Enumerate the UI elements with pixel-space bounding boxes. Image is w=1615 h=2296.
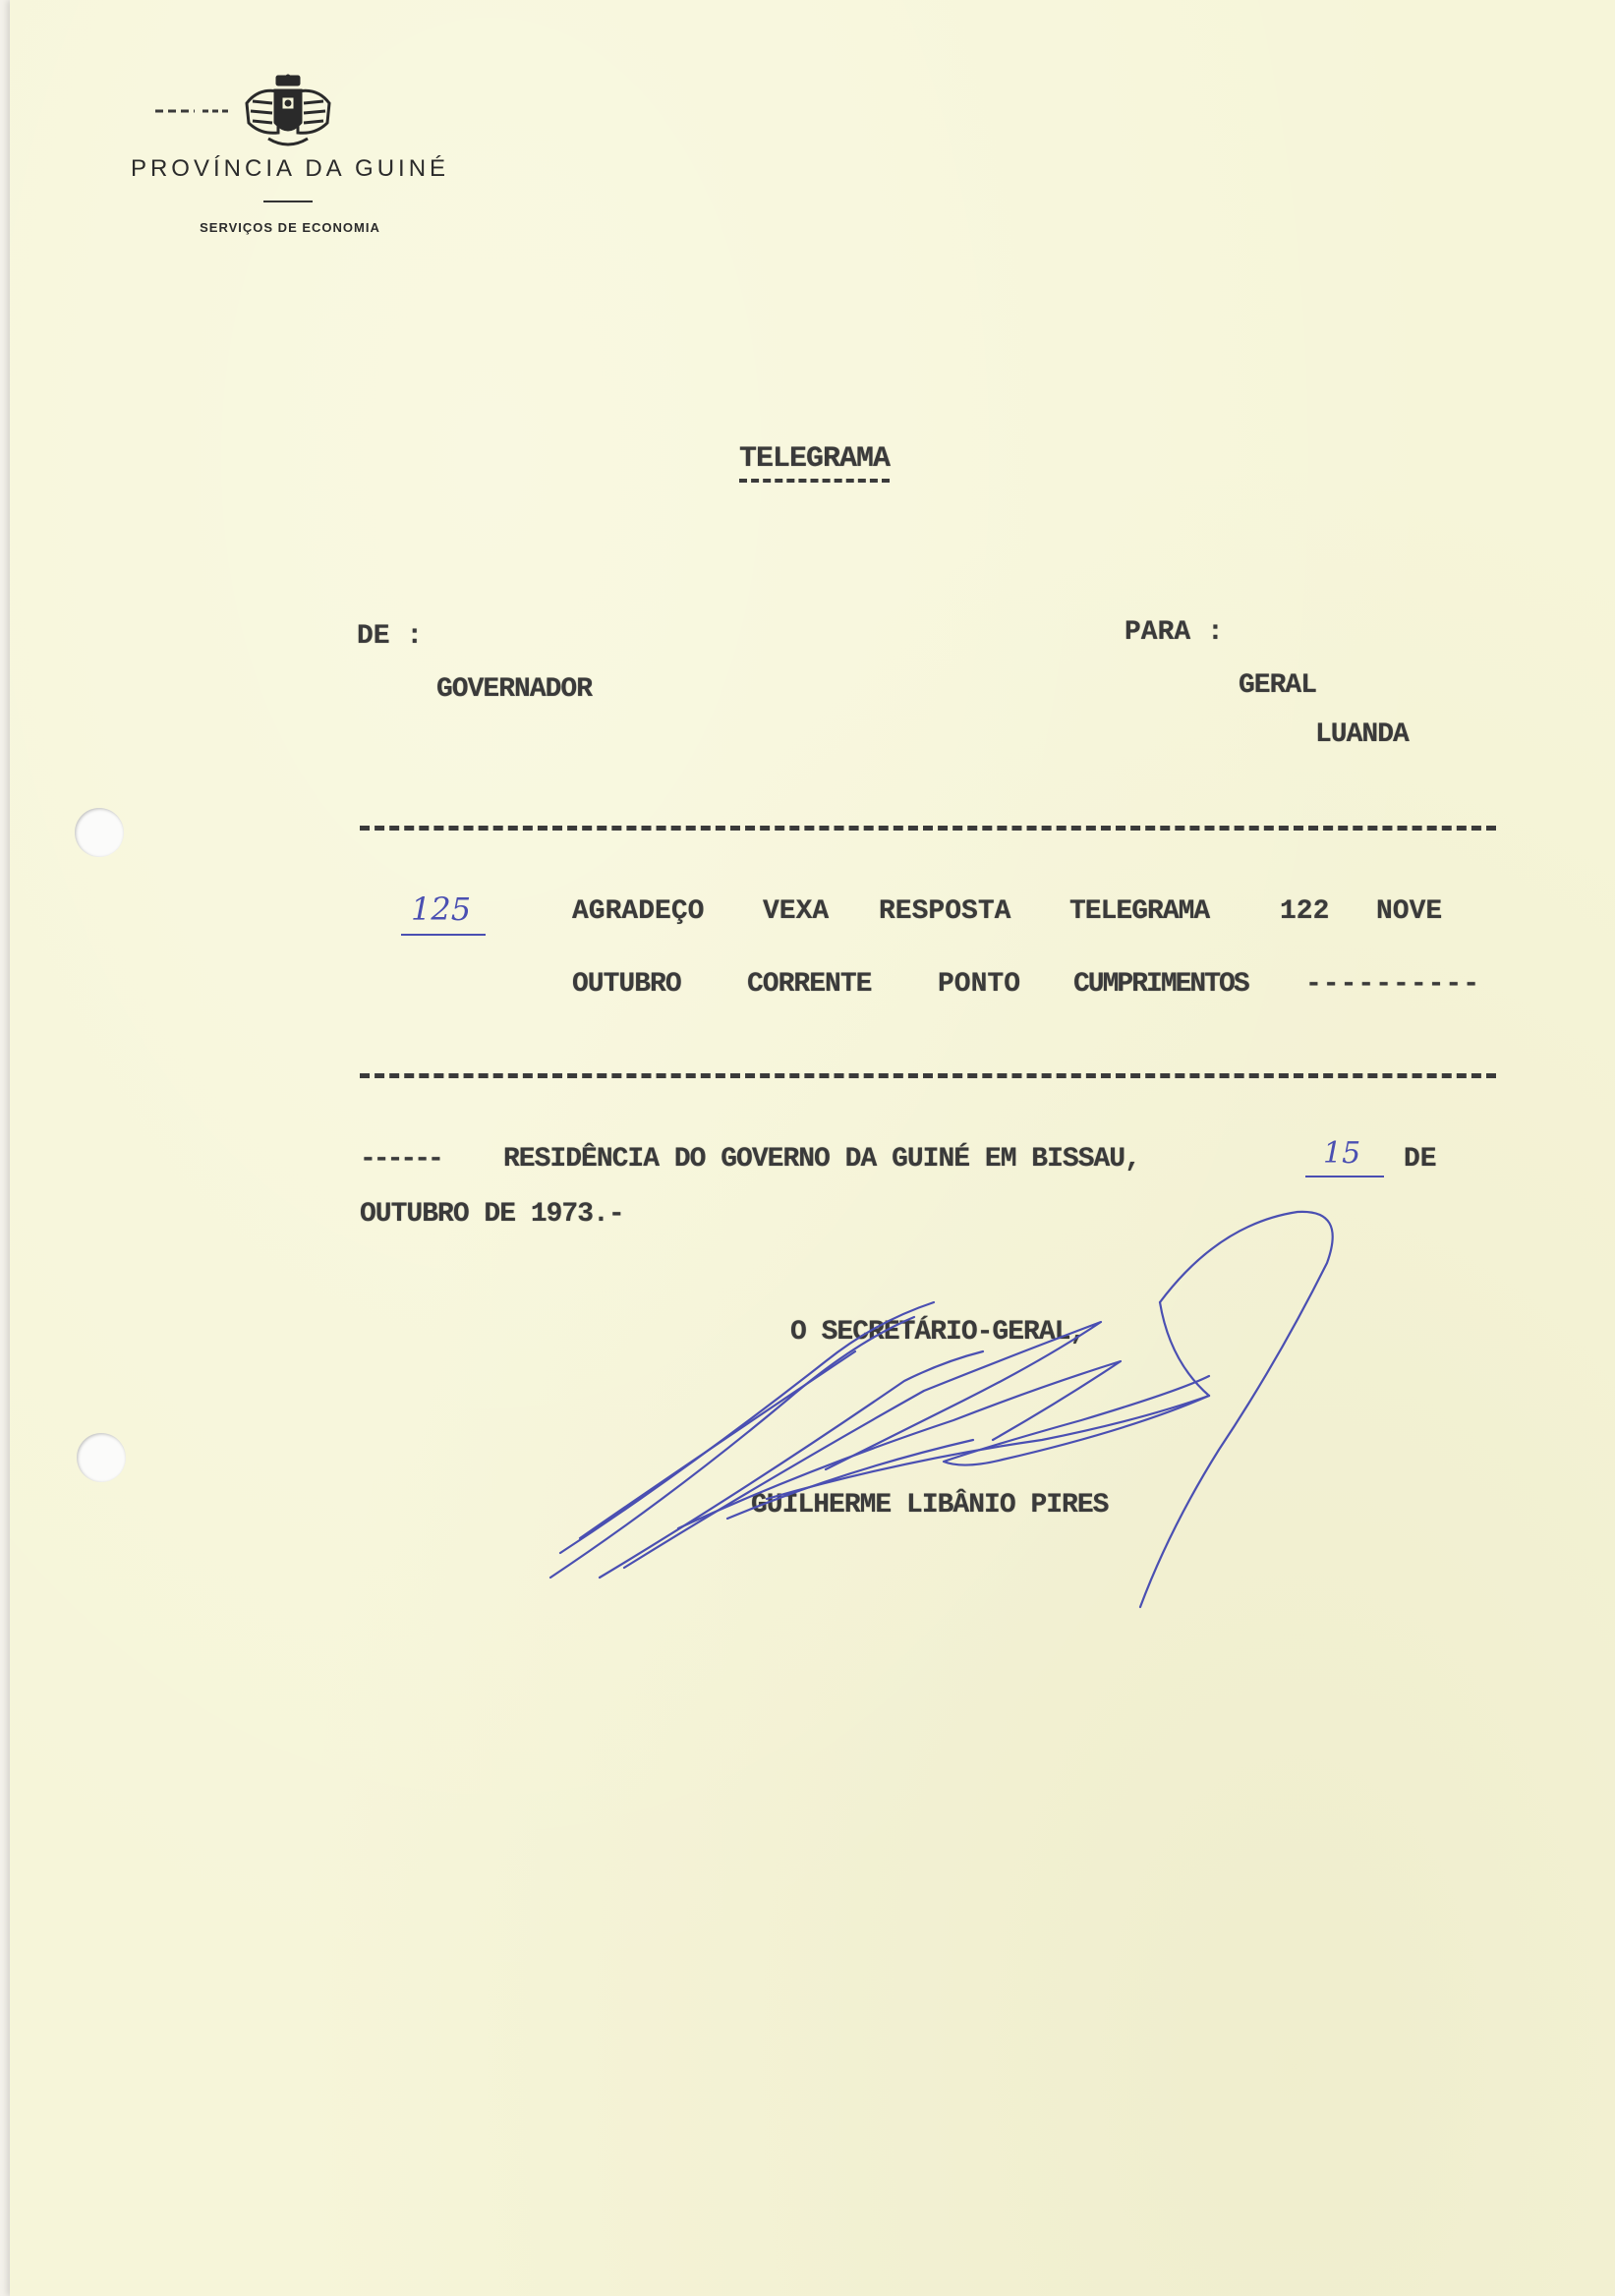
handwritten-day: 15: [1323, 1136, 1361, 1171]
closing-place: RESIDÊNCIA DO GOVERNO DA GUINÉ EM BISSAU,: [503, 1144, 1140, 1175]
punch-hole-bottom: [77, 1433, 126, 1482]
message-word: 122: [1280, 896, 1330, 927]
message-word: CUMPRIMENTOS: [1073, 969, 1248, 1000]
closing-date: OUTUBRO DE 1973.-: [360, 1199, 624, 1230]
message-trailer: ----------: [1305, 969, 1481, 1000]
from-label: DE :: [357, 621, 424, 652]
day-underline: [1305, 1176, 1384, 1177]
message-word: OUTUBRO: [572, 969, 681, 1000]
separator-bottom: [360, 1073, 1496, 1078]
punch-hole-top: [75, 808, 124, 857]
message-word: VEXA: [763, 896, 830, 927]
closing-leader: ------: [360, 1144, 441, 1175]
province-title: PROVÍNCIA DA GUINÉ: [130, 155, 450, 182]
from-value: GOVERNADOR: [436, 674, 593, 705]
to-label: PARA :: [1125, 617, 1224, 648]
handwritten-message-number: 125: [411, 890, 472, 928]
message-word: TELEGRAMA: [1069, 896, 1210, 927]
signatory-name: GUILHERME LIBÂNIO PIRES: [751, 1490, 1109, 1521]
message-word: PONTO: [938, 969, 1021, 1000]
document-page: [10, 0, 1615, 2296]
to-value-line1: GERAL: [1239, 670, 1317, 701]
coat-of-arms-icon: [239, 74, 337, 152]
ink-mark-icon: [155, 106, 230, 116]
message-word: NOVE: [1376, 896, 1443, 927]
message-number-underline: [401, 934, 486, 936]
message-word: RESPOSTA: [879, 896, 1011, 927]
separator-top: [360, 826, 1496, 831]
message-word: AGRADEÇO: [572, 896, 705, 927]
message-word: CORRENTE: [747, 969, 872, 1000]
document-heading: TELEGRAMA: [739, 442, 890, 483]
signatory-title: O SECRETÁRIO-GERAL,: [790, 1317, 1086, 1348]
handwritten-signature: [531, 1204, 1347, 1666]
closing-de: DE: [1404, 1144, 1437, 1175]
department-subtitle: SERVIÇOS DE ECONOMIA: [200, 220, 380, 235]
to-value-line2: LUANDA: [1315, 719, 1409, 750]
letterhead-divider: [263, 201, 313, 202]
